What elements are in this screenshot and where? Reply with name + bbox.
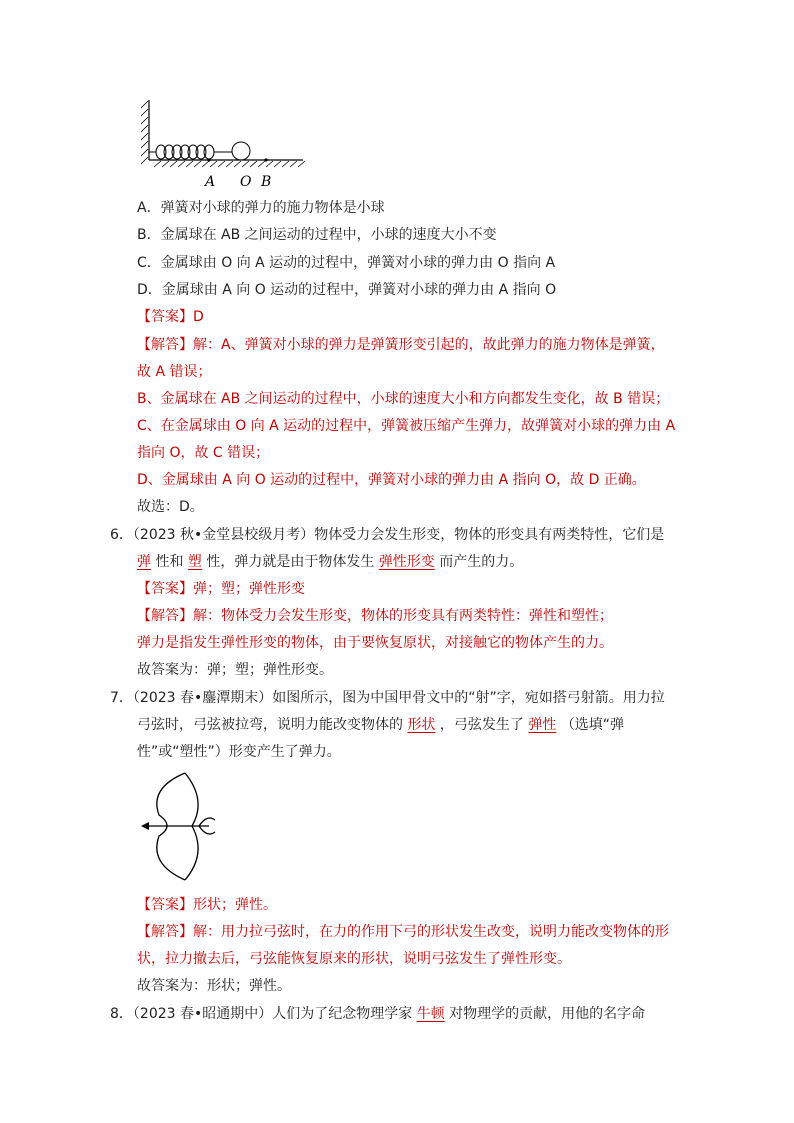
- bow-arrow-figure: [137, 770, 227, 885]
- q5-analysis-line: 故 A 错误；: [137, 364, 212, 380]
- q5-answer: [137, 307, 204, 327]
- option-b: B．金属球在 AB 之间运动的过程中，小球的速度大小不变: [137, 227, 497, 243]
- q5-analysis-line: 指向 O，故 C 错误；: [137, 445, 270, 461]
- spring-ball-figure: [140, 96, 310, 192]
- stem-text: 弓弦时，弓弦被拉弯，说明力能改变物体的: [137, 717, 403, 733]
- q7-answer: [137, 895, 277, 915]
- q6-stem-line1: 6．（2023 秋•金堂县校级月考）物体受力会发生形变，物体的形变具有两类特性，它们是: [110, 527, 665, 543]
- blank-answer: 弹性形变: [378, 554, 435, 570]
- stem-text: ，弓弦发生了: [439, 717, 524, 733]
- analysis-text: 解：A、弹簧对小球的弹力是弹簧形变引起的，故此弹力的施力物体是弹簧，: [193, 337, 665, 353]
- stem-text: 性和: [155, 554, 184, 570]
- label-o: O: [240, 174, 252, 190]
- answer-value: D: [193, 309, 204, 325]
- q5-analysis-line: D、金属球由 A 向 O 运动的过程中，弹簧对小球的弹力由 A 指向 O，故 D 正确。: [137, 472, 646, 488]
- analysis-tag: 【解答】: [137, 608, 193, 624]
- q6-answer: [137, 579, 305, 599]
- blank-answer: 弹性: [528, 717, 557, 733]
- blank-answer: 弹: [137, 554, 151, 570]
- q5-analysis-line: [137, 335, 665, 355]
- q6-analysis-line: [137, 606, 613, 626]
- label-a: A: [205, 174, 216, 190]
- option-a: A．弹簧对小球的弹力的施力物体是小球: [137, 200, 385, 216]
- q6-conclusion: 故答案为：弹；塑；弹性形变。: [137, 662, 333, 678]
- q7-stem-line3: 性”或“塑性”）形变产生了弹力。: [137, 744, 341, 760]
- stem-text: 而产生的力。: [439, 554, 524, 570]
- stem-text: 性，弹力就是由于物体发生: [206, 554, 375, 570]
- answer-value: 弹；塑；弹性形变: [193, 581, 305, 597]
- q7-stem-line1: 7．（2023 春•鏖潭期末）如图所示，图为中国甲骨文中的“射”字，宛如搭弓射箭。用力拉: [110, 690, 665, 706]
- q5-analysis-line: C、在金属球由 O 向 A 运动的过程中，弹簧被压缩产生弹力，故弹簧对小球的弹力由 A: [137, 418, 676, 434]
- option-d: D．金属球由 A 向 O 运动的过程中，弹簧对小球的弹力由 A 指向 O: [137, 282, 557, 298]
- q7-conclusion: 故答案为：形状；弹性。: [137, 978, 291, 994]
- stem-text: 8．（2023 春•昭通期中）人们为了纪念物理学家: [110, 1006, 413, 1022]
- label-b: B: [261, 174, 272, 190]
- q6-stem-line2: [137, 552, 523, 572]
- analysis-tag: 【解答】: [137, 924, 193, 940]
- blank-answer: 塑: [187, 554, 202, 570]
- q5-analysis-line: B、金属球在 AB 之间运动的过程中，小球的速度大小和方向都发生变化，故 B 错误；: [137, 391, 670, 407]
- analysis-text: 解：物体受力会发生形变，物体的形变具有两类特性：弹性和塑性；: [193, 608, 613, 624]
- answer-tag: 【答案】: [137, 581, 193, 597]
- q8-stem-line1: [110, 1004, 645, 1024]
- answer-tag: 【答案】: [137, 309, 193, 325]
- analysis-tag: 【解答】: [137, 337, 193, 353]
- q7-analysis-line: [137, 922, 669, 942]
- q7-analysis-line: 状，拉力撤去后，弓弦能恢复原来的形状，说明弓弦发生了弹性形变。: [137, 951, 571, 967]
- stem-text: （选填“弹: [560, 717, 625, 733]
- q7-stem-line2: [137, 715, 624, 735]
- blank-answer: 牛顿: [416, 1006, 445, 1022]
- option-c: C．金属球由 O 向 A 运动的过程中，弹簧对小球的弹力由 O 指向 A: [137, 255, 556, 271]
- stem-text: 对物理学的贡献，用他的名字命: [449, 1006, 646, 1022]
- blank-answer: 形状: [407, 717, 436, 733]
- q5-conclusion: 故选：D。: [137, 499, 204, 515]
- analysis-text: 解：用力拉弓弦时，在力的作用下弓的形状发生改变，说明力能改变物体的形: [193, 924, 669, 940]
- q6-analysis-line: 弹力是指发生弹性形变的物体，由于要恢复原状，对接触它的物体产生的力。: [137, 635, 613, 651]
- answer-tag: 【答案】: [137, 897, 193, 913]
- answer-value: 形状；弹性。: [193, 897, 277, 913]
